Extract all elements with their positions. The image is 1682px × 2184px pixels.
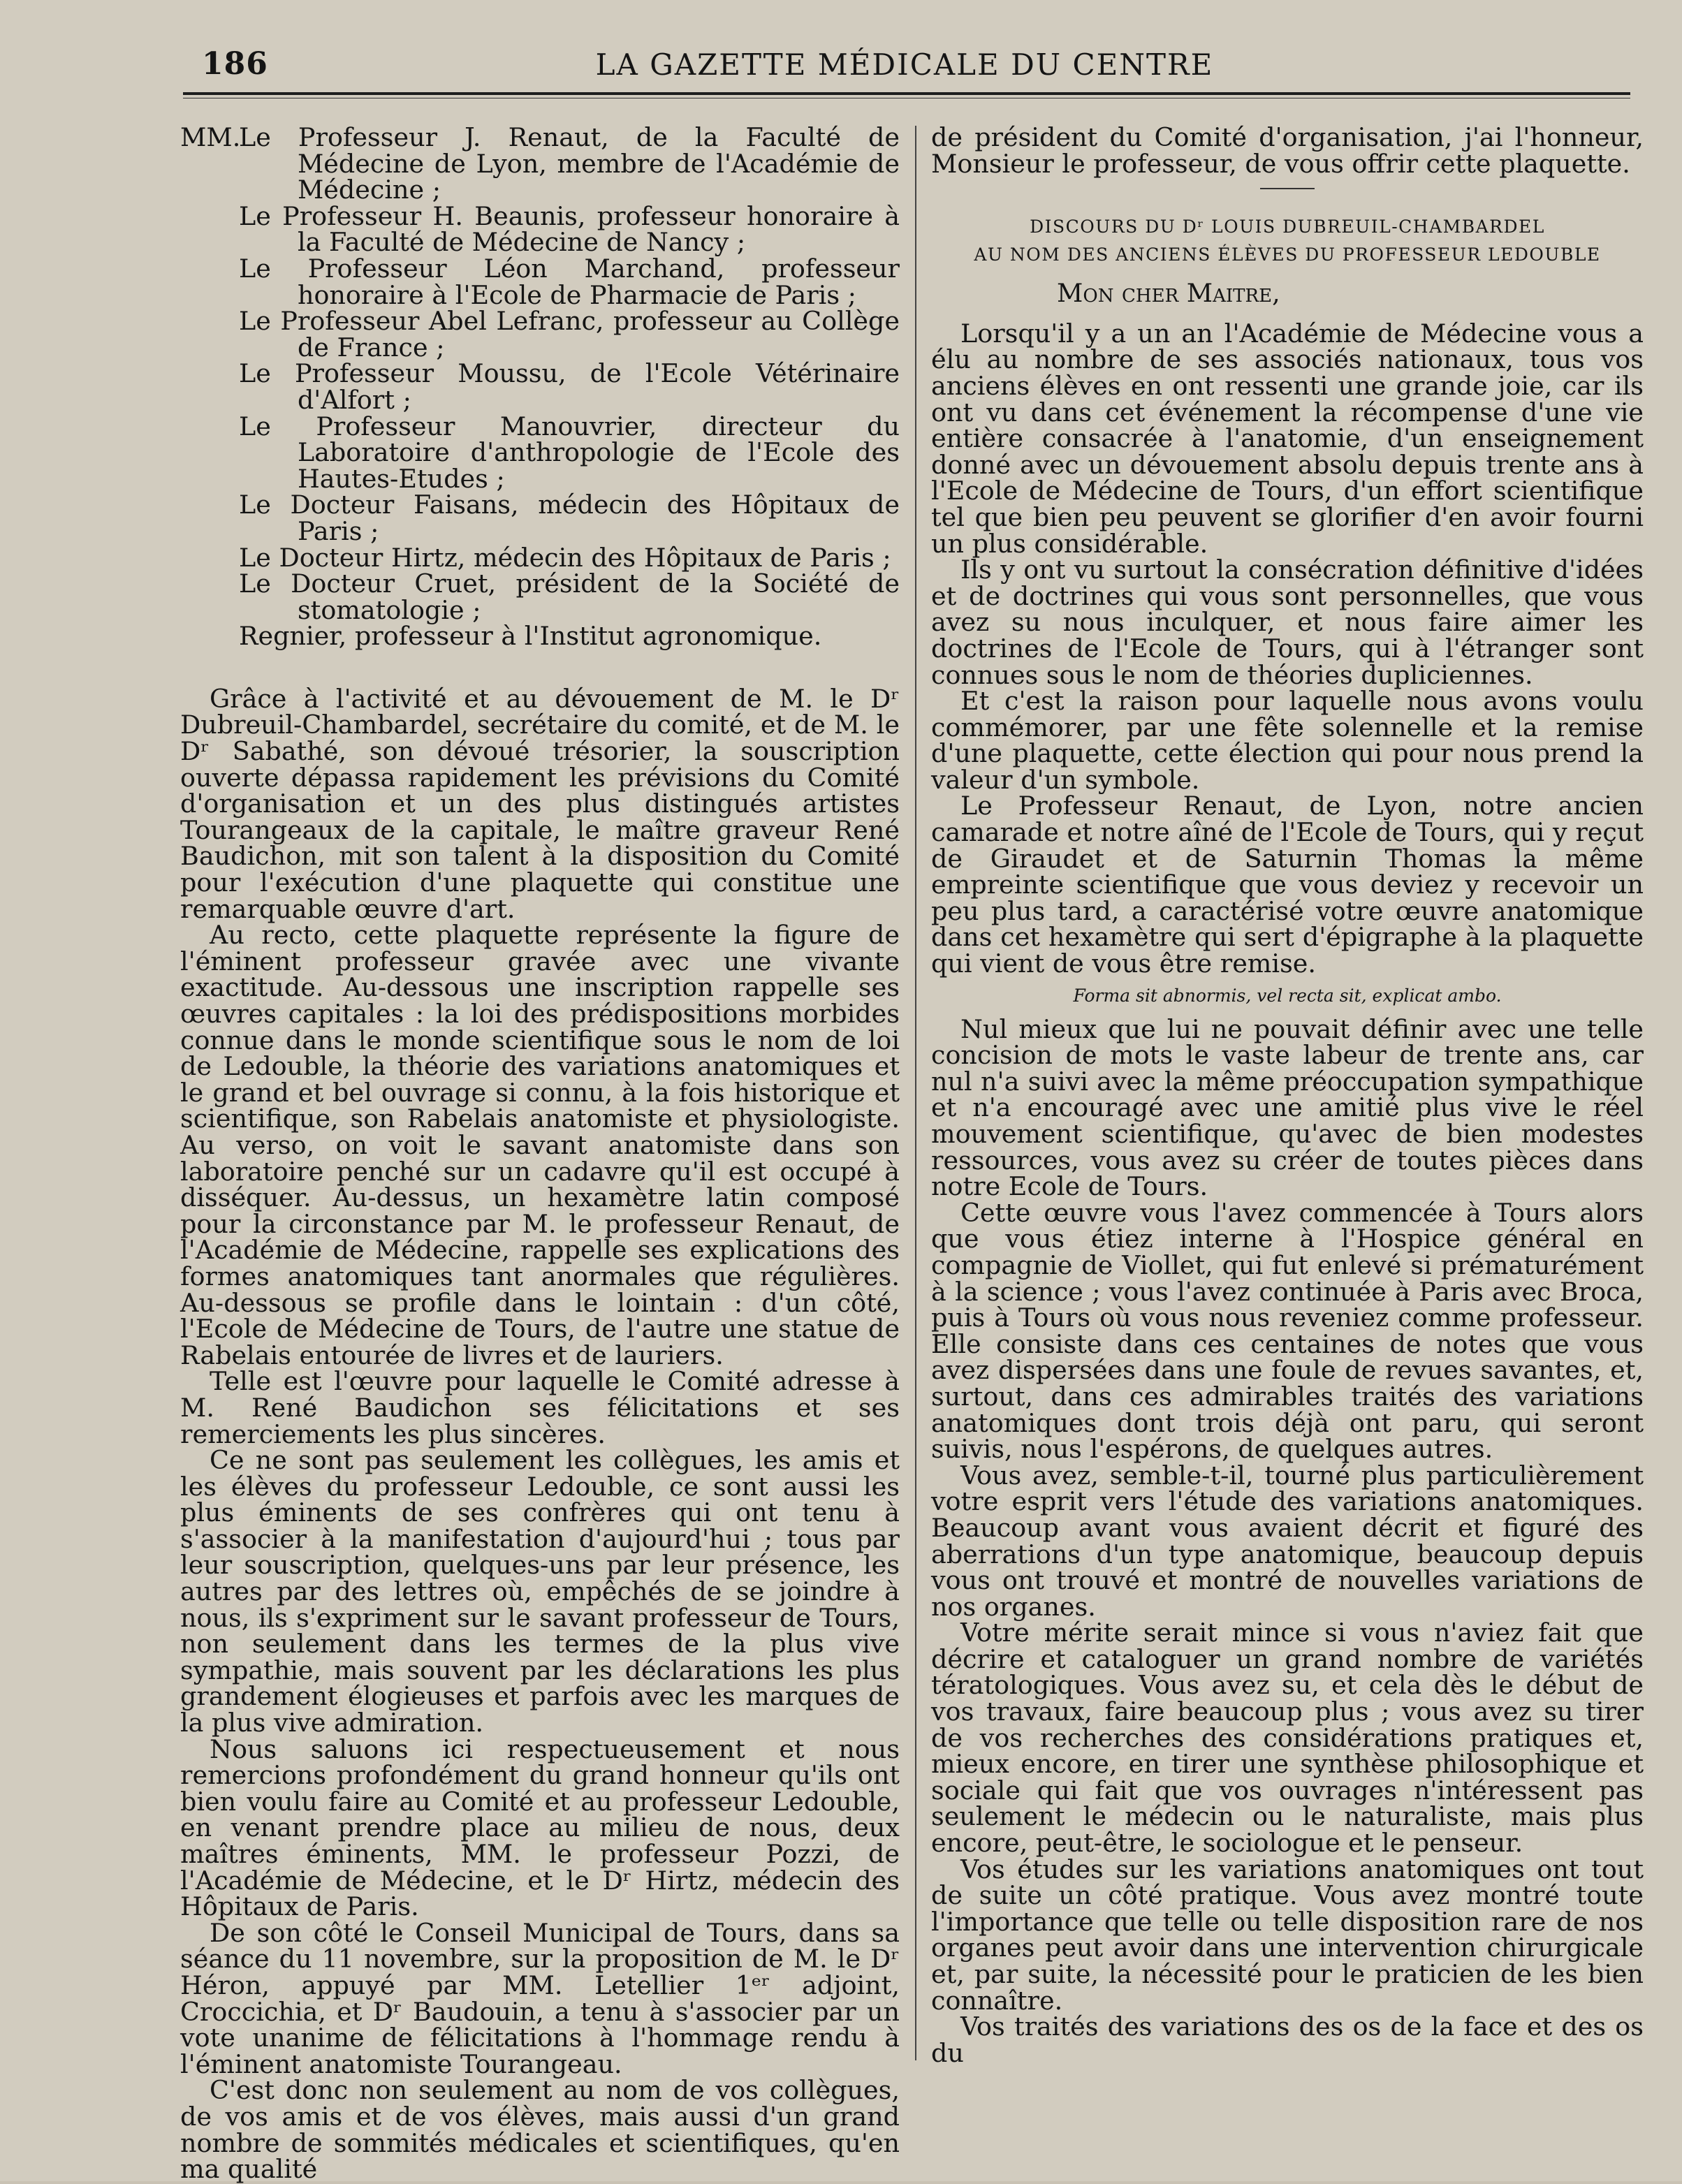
speech-title-line: DISCOURS DU Dʳ LOUIS DUBREUIL-CHAMBARDEL: [1030, 217, 1545, 237]
body-paragraph: Et c'est la raison pour laquelle nous avons voulu commémorer, par une fête solennelle et la remise d'une plaquette, cette élection qui pour nous prend la valeur d'un symbole.: [931, 686, 1644, 795]
body-paragraph: Grâce à l'activité et au dévouement de M. le Dʳ Dubreuil-Chambardel, secrétaire du comité, et de M. le Dʳ Sabathé, son dévoué trésorier, la souscription ouverte dépassa rapidement les prévisions du Comité d'organisation et un des plus distingués artistes Tourangeaux de la capitale, le maître graveur René Baudichon, mit son talent à la disposition du Comité pour l'exécution d'une plaquette qui constitue une remarquable œuvre d'art.: [180, 683, 900, 924]
committee-member: Le Professeur J. Renaut, de la Faculté de Médecine de Lyon, membre de l'Académie de Médecine ;: [239, 122, 900, 205]
body-paragraph: C'est donc non seulement au nom de vos collègues, de vos amis et de vos élèves, mais aussi d'un grand nombre de sommités médicales et scientifiques, qu'en ma qualité: [180, 2075, 900, 2184]
journal-title: LA GAZETTE MÉDICALE DU CENTRE: [595, 47, 1214, 82]
committee-member: Le Docteur Hirtz, médecin des Hôpitaux de Paris ;: [239, 542, 891, 573]
committee-row: [180, 200, 900, 258]
committee-row: [180, 542, 900, 573]
committee-row: [180, 308, 900, 360]
committee-row: [180, 623, 900, 650]
body-paragraph: Au recto, cette plaquette représente la figure de l'éminent professeur gravée avec une vivante exactitude. Au-dessous une inscription rappelle ses œuvres capitales : la loi des prédispositions morbides connue dans le monde scientifique sous le nom de loi de Ledouble, la théorie des variations anatomiques et le grand et bel ouvrage si connu, à la fois historique et scientifique, son Rabelais anatomiste et physiologiste. Au verso, on voit le savant anatomiste dans son laboratoire penché sur un cadavre qu'il est occupé à disséquer. Au-dessus, un hexamètre latin composé pour la circonstance par M. le professeur Renaut, de l'Académie de Médecine, rappelle ses explications des formes anatomiques tant anormales que régulières. Au-dessous se profile dans le lointain : d'un côté, l'Ecole de Médecine de Tours, de l'autre une statue de Rabelais entourée de livres et de lauriers.: [180, 920, 900, 1370]
left-column: [180, 124, 900, 2183]
committee-member: Le Professeur Léon Marchand, professeur honoraire à l'Ecole de Pharmacie de Paris ;: [239, 253, 900, 310]
committee-member: Le Docteur Cruet, président de la Société de stomatologie ;: [239, 569, 900, 625]
body-paragraph: Vous avez, semble-t-il, tourné plus particulièrement votre esprit vers l'étude des variations anatomiques. Beaucoup avant vous avaient décrit et figuré des aberrations d'un type anatomique, beaucoup depuis vous ont trouvé et montré de nouvelles variations de nos organes.: [931, 1460, 1644, 1622]
right-column: [931, 124, 1644, 2066]
committee-row: [180, 571, 900, 623]
body-paragraph: Vos traités des variations des os de la face et des os du: [931, 2011, 1644, 2068]
committee-row: [180, 360, 900, 413]
committee-row: [180, 492, 900, 544]
committee-member: Le Docteur Faisans, médecin des Hôpitaux de Paris ;: [239, 490, 900, 546]
body-paragraph: Vos études sur les variations anatomiques ont tout de suite un côté pratique. Vous avez montré toute l'importance que telle ou telle disposition rare de nos organes peut avoir dans une intervention chirurgicale et, par suite, la nécessité pour le praticien de les bien connaître.: [931, 1854, 1644, 2016]
continuation-paragraph: de président du Comité d'organisation, j'ai l'honneur, Monsieur le professeur, de vous offrir cette plaquette.: [931, 122, 1644, 179]
speech-title: [931, 213, 1644, 269]
section-separator: [1260, 188, 1315, 189]
speech-title-line: AU NOM DES ANCIENS ÉLÈVES DU PROFESSEUR LEDOUBLE: [974, 244, 1601, 265]
committee-member: Le Professeur Moussu, de l'Ecole Vétérinaire d'Alfort ;: [239, 358, 900, 415]
body-paragraph: Ce ne sont pas seulement les collègues, les amis et les élèves du professeur Ledouble, ce sont aussi les plus éminents de ses confrères qui ont tenu à s'associer à la manifestation d'aujourd'hui ; tous par leur souscription, quelques-uns par leur présence, les autres par des lettres où, empêchés de se joindre à nous, ils s'expriment sur le savant professeur de Tours, non seulement dans les termes de la plus vive sympathie, mais souvent par les déclarations les plus grandement élogieuses et parfois avec les marques de la plus vive admiration.: [180, 1445, 900, 1738]
body-paragraph: Nous saluons ici respectueusement et nous remercions profondément du grand honneur qu'ils ont bien voulu faire au Comité et au professeur Ledouble, en venant prendre place au milieu de nous, deux maîtres éminents, MM. le professeur Pozzi, de l'Académie de Médecine, et le Dʳ Hirtz, médecin des Hôpitaux de Paris.: [180, 1734, 900, 1922]
salutation: Mon cher Maitre,: [1057, 278, 1280, 309]
latin-epigraph: Forma sit abnormis, vel recta sit, explicat ambo.: [1073, 985, 1502, 1006]
body-paragraph: Cette œuvre vous l'avez commencée à Tours alors que vous étiez interne à l'Hospice général en compagnie de Viollet, qui fut enlevé si prématurément à la science ; vous l'avez continuée à Paris avec Broca, puis à Tours où vous nous reveniez comme professeur. Elle consiste dans ces centaines de notes que vous avez dispersées dans une foule de revues savantes, et, surtout, dans ces admirables traités des variations anatomiques dont trois déjà ont paru, qui seront suivis, nous l'espérons, de quelques autres.: [931, 1197, 1644, 1465]
committee-row: [180, 413, 900, 492]
page-header: [178, 46, 1631, 88]
body-paragraph: Lorsqu'il y a un an l'Académie de Médecine vous a élu au nombre de ses associés nationaux, tous vos anciens élèves en ont ressenti une grande joie, car ils ont vu dans cet événement la récompense d'une vie entière consacrée à l'anatomie, d'un enseignement donné avec un dévouement absolu depuis trente ans à l'Ecole de Médecine de Tours, d'un effort scientifique tel que bien peu peuvent se glorifier d'en avoir fourni un plus considérable.: [931, 318, 1644, 559]
committee-member: Le Professeur Manouvrier, directeur du Laboratoire d'anthropologie de l'Ecole des Hautes-Etudes ;: [239, 411, 900, 494]
column-divider: [915, 126, 916, 2060]
body-paragraph: Telle est l'œuvre pour laquelle le Comité adresse à M. René Baudichon ses félicitations et ses remerciements les plus sincères.: [180, 1366, 900, 1449]
committee-member: Regnier, professeur à l'Institut agronomique.: [239, 621, 822, 652]
committee-member: Le Professeur Abel Lefranc, professeur au Collège de France ;: [239, 306, 900, 362]
committee-row: [180, 253, 900, 310]
committee-list: [180, 124, 900, 650]
committee-member: Le Professeur H. Beaunis, professeur honoraire à la Faculté de Médecine de Nancy ;: [239, 200, 900, 258]
page-number: 186: [202, 46, 268, 82]
body-paragraph: Le Professeur Renaut, de Lyon, notre ancien camarade et notre aîné de l'Ecole de Tours, qui y reçut de Giraudet et de Saturnin Thomas la même empreinte scientifique que vous deviez y recevoir un peu plus tard, a caractérisé votre œuvre anatomique dans cet hexamètre qui sert d'épigraphe à la plaquette qui vient de vous être remise.: [931, 791, 1644, 979]
body-paragraph: Ils y ont vu surtout la consécration définitive d'idées et de doctrines qui vous sont personnelles, que vous avez su nous inculquer, et nous faire aimer les doctrines de l'Ecole de Tours, qui à l'étranger sont connues sous le nom de théories dupliciennes.: [931, 555, 1644, 690]
committee-prefix: MM.: [180, 122, 241, 152]
committee-row: [180, 124, 900, 203]
body-paragraph: Nul mieux que lui ne pouvait définir avec une telle concision de mots le vaste labeur de trente ans, car nul n'a suivi avec la même préoccupation sympathique et n'a encouragé avec une amitié plus vive le réel mouvement scientifique, qu'avec de bien modestes ressources, vous avez su créer de toutes pièces dans notre Ecole de Tours.: [931, 1013, 1644, 1202]
header-rule: [183, 92, 1630, 95]
body-paragraph: Votre mérite serait mince si vous n'aviez fait que décrire et cataloguer un grand nombre de variétés tératologiques. Vous avez su, et cela dès le début de vos travaux, faire beaucoup plus ; vous avez su tirer de vos recherches des considérations pratiques et, mieux encore, en tirer une synthèse philosophique et sociale qui fait que vos ouvrages n'intéressent pas seulement le médecin ou le naturaliste, mais plus encore, peut-être, le sociologue et le penseur.: [931, 1618, 1644, 1859]
body-paragraph: De son côté le Conseil Municipal de Tours, dans sa séance du 11 novembre, sur la proposition de M. le Dʳ Héron, appuyé par MM. Letellier 1ᵉʳ adjoint, Croccichia, et Dʳ Baudouin, a tenu à s'associer par un vote unanime de félicitations à l'hommage rendu à l'éminent anatomiste Tourangeau.: [180, 1917, 900, 2079]
